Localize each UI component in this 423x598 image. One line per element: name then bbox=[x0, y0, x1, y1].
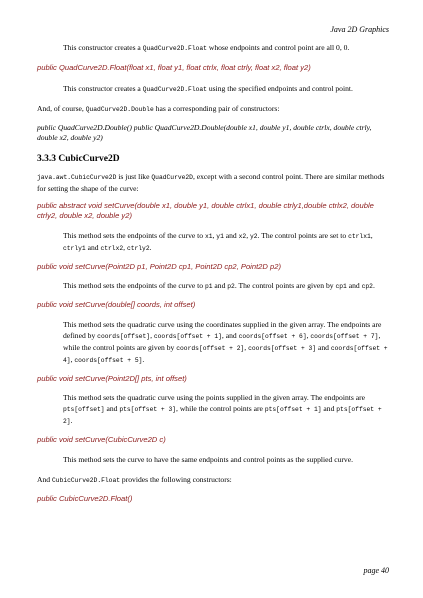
paragraph-setcurve-coords bbox=[37, 319, 389, 366]
code-inline: coords[offset + 1] bbox=[153, 332, 222, 340]
code-inline: ctrlx2 bbox=[100, 244, 124, 252]
text: , bbox=[123, 242, 127, 252]
code-inline: CubicCurve2D.Float bbox=[51, 476, 121, 484]
text: This method sets the endpoints of the curve to bbox=[63, 230, 205, 240]
code-inline: coords[offset + 5] bbox=[74, 356, 143, 364]
text: , except with a second control point. There are similar methods for setting the shape of the curve: bbox=[37, 171, 385, 193]
code-inline: QuadCurve2D.Float bbox=[142, 85, 207, 93]
paragraph-setcurve-doubles bbox=[37, 230, 389, 254]
text: , while the control points are bbox=[176, 404, 265, 413]
text: . The control points are set to bbox=[257, 230, 349, 240]
signature-setcurve-pts: public void setCurve(Point2D[] pts, int offset) bbox=[37, 373, 187, 383]
text: provides the following constructors: bbox=[120, 474, 232, 484]
code-inline: coords[offset + 7] bbox=[310, 332, 379, 340]
signature-double-ctors: public QuadCurve2D.Double() public QuadCurve2D.Double(double x1, double y1, double ctrlx, double ctrly, double x2, double y2) bbox=[37, 122, 372, 142]
code-inline: y1 bbox=[216, 232, 224, 240]
text: and bbox=[346, 281, 362, 290]
code-inline: cp1 bbox=[335, 283, 347, 290]
text: , and bbox=[221, 330, 239, 340]
page-number: page 40 bbox=[363, 566, 389, 575]
text: This method sets the curve to have the same endpoints and control points as the supplied curve. bbox=[63, 454, 353, 464]
code-inline: QuadCurve2D.Double bbox=[85, 105, 154, 113]
paragraph-double-intro bbox=[37, 103, 389, 115]
text: And bbox=[37, 474, 52, 484]
paragraph-cubic-float-intro bbox=[37, 474, 389, 486]
text: is just like bbox=[116, 171, 152, 181]
section-number: 3.3.3 bbox=[37, 153, 56, 164]
text: and bbox=[223, 230, 239, 240]
signature-setcurve-points: public void setCurve(Point2D p1, Point2D cp1, Point2D cp2, Point2D p2) bbox=[37, 261, 281, 271]
text: , bbox=[212, 230, 217, 240]
text: , bbox=[370, 230, 373, 240]
code-inline: cp2 bbox=[361, 283, 373, 290]
signature-setcurve-cubic: public void setCurve(CubicCurve2D c) bbox=[37, 435, 166, 444]
text: whose endpoints and control point are all 0, 0. bbox=[206, 43, 350, 52]
code-inline: coords[offset + 4] bbox=[63, 344, 388, 364]
text: And, of course, bbox=[37, 103, 86, 113]
text: . bbox=[70, 416, 73, 425]
text: This method sets the quadratic curve using the points supplied in the given array. The endpoints are bbox=[63, 393, 365, 402]
code-inline: x1 bbox=[204, 232, 213, 240]
text: and bbox=[321, 404, 337, 413]
text: and bbox=[104, 404, 120, 413]
section-heading bbox=[37, 154, 389, 164]
paragraph-cubic-intro bbox=[37, 171, 389, 194]
text: This constructor creates a bbox=[63, 83, 143, 93]
code-inline: QuadCurve2D bbox=[151, 173, 193, 181]
code-inline: coords[offset + 3] bbox=[248, 344, 317, 352]
signature-float-ctor: public QuadCurve2D.Float(float x1, float y1, float ctrlx, float ctrly, float x2, float y2) bbox=[37, 63, 311, 72]
paragraph-float-default-ctor bbox=[37, 42, 389, 54]
paragraph-setcurve-points bbox=[37, 280, 389, 292]
code-inline: ctrlx1 bbox=[348, 232, 371, 240]
code-inline: y2 bbox=[249, 232, 258, 240]
code-inline: pts[offset] bbox=[63, 406, 105, 413]
code-inline: coords[offset + 2] bbox=[176, 344, 245, 352]
text: , bbox=[306, 330, 311, 340]
code-inline: pts[offset + 2] bbox=[63, 406, 382, 425]
text: , bbox=[70, 354, 75, 364]
code-inline: pts[offset + 3] bbox=[119, 406, 177, 413]
paragraph-float-ctor bbox=[37, 83, 389, 95]
text: , while the control points are given by bbox=[63, 330, 381, 352]
code-inline: p2 bbox=[227, 283, 235, 290]
text: This method sets the endpoints of the curve to bbox=[63, 281, 205, 290]
text: . bbox=[372, 281, 375, 290]
code-inline: java.awt.CubicCurve2D bbox=[37, 173, 117, 181]
signature-setcurve-coords: public void setCurve(double[] coords, int offset) bbox=[37, 300, 196, 309]
page-content bbox=[37, 42, 389, 504]
section-title: CubicCurve2D bbox=[58, 153, 120, 164]
signature-setcurve-doubles: public abstract void setCurve(double x1, double y1, double ctrlx1, double ctrly1,double ctrlx2, double ctrly2, double x2, double y2) bbox=[37, 200, 374, 220]
page-header: Java 2D Graphics bbox=[330, 25, 389, 34]
code-inline: pts[offset + 1] bbox=[264, 406, 322, 413]
text: and bbox=[85, 242, 101, 252]
code-inline: coords[offset] bbox=[97, 332, 151, 340]
text: . The control points are given by bbox=[234, 281, 336, 290]
code-inline: ctrly2 bbox=[126, 244, 150, 252]
paragraph-setcurve-pts bbox=[37, 392, 389, 427]
text: This method sets the quadratic curve using the coordinates supplied in the given array. The endpoints are defined by bbox=[63, 319, 382, 340]
text: and bbox=[316, 342, 331, 352]
code-inline: x2 bbox=[238, 232, 247, 240]
text: , bbox=[246, 230, 250, 240]
text: and bbox=[212, 281, 228, 290]
code-inline: coords[offset + 6] bbox=[238, 332, 307, 340]
signature-cubic-float-ctor: public CubicCurve2D.Float() bbox=[37, 493, 133, 503]
text: using the specified endpoints and control point. bbox=[206, 83, 353, 93]
code-inline: QuadCurve2D.Float bbox=[142, 45, 207, 52]
text: , bbox=[150, 330, 154, 340]
text: , bbox=[244, 342, 249, 352]
code-inline: p1 bbox=[204, 283, 213, 290]
text: . bbox=[142, 354, 145, 364]
text: . bbox=[149, 242, 152, 252]
paragraph-setcurve-cubic bbox=[37, 454, 389, 465]
text: This constructor creates a bbox=[63, 43, 143, 52]
code-inline: ctrly1 bbox=[63, 244, 86, 252]
text: has a corresponding pair of constructors: bbox=[153, 103, 280, 113]
